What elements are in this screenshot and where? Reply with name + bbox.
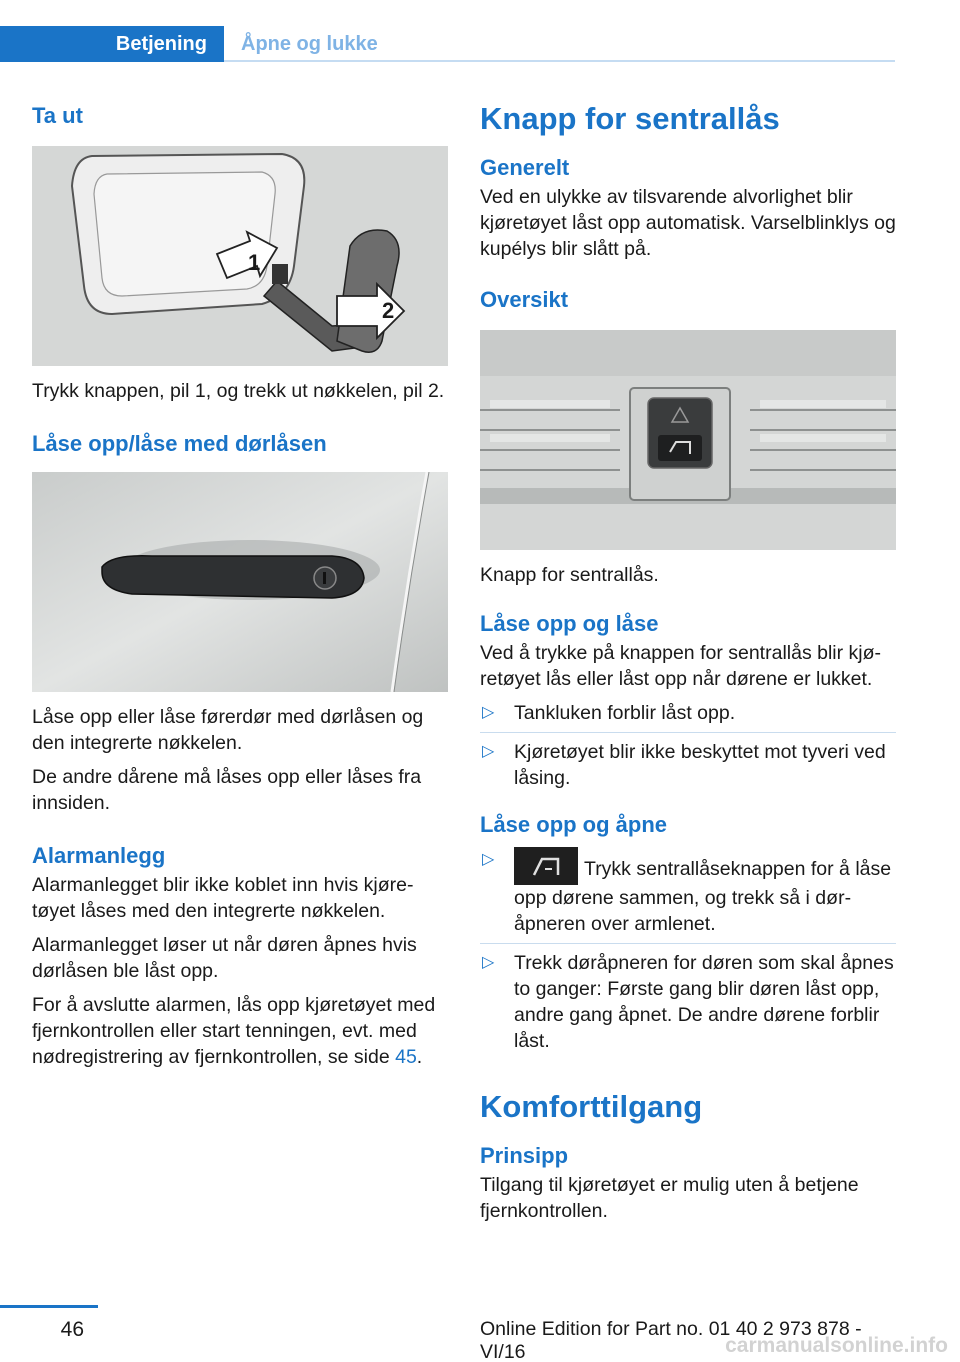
- page-link-45[interactable]: 45: [395, 1046, 417, 1068]
- paragraph-prinsipp: Tilgang til kjøretøyet er mulig uten å betjene fjernkontrollen.: [480, 1174, 859, 1222]
- paragraph-generelt: Ved en ulykke av tilsvarende alvorlighet blir kjøretøyet låst opp automatisk. Varselblinklys og kupélys blir slått på.: [480, 186, 896, 260]
- right-column: [480, 100, 896, 1224]
- key-removal-image: [32, 146, 448, 366]
- heading-laase-opp-og-aapne: Låse opp og åpne: [480, 812, 668, 837]
- list-item: ▷ Kjøretøyet blir ikke beskyttet mot tyveri ved låsing.: [482, 741, 886, 789]
- bullet-triangle-icon: ▷: [482, 954, 495, 971]
- tab-aapne-og-lukke[interactable]: Åpne og lukke: [224, 26, 895, 62]
- heading-knapp-for-sentrallaas: Knapp for sentrallås: [480, 101, 780, 136]
- heading-laase-opp-og-laase: Låse opp og låse: [480, 611, 659, 636]
- paragraph-alarm-1: Alarmanlegget blir ikke koblet inn hvis kjøretøyet låses med den integrerte nøkkelen.: [32, 874, 414, 922]
- watermark: carmanualsonline.info: [725, 1334, 948, 1357]
- arrow-label-1: 1: [248, 250, 261, 275]
- tab-betjening[interactable]: Betjening: [0, 26, 224, 62]
- heading-komforttilgang: Komforttilgang: [480, 1089, 703, 1124]
- bullet-list-laase: [480, 700, 896, 791]
- bullet-list-aapne: [480, 847, 896, 1054]
- heading-ta-ut: Ta ut: [32, 103, 83, 128]
- list-item: ▷ Trekk døråpneren for døren som skal åpnes to ganger: Første gang blir døren låst opp, andre gang åpnet. De andre dørene forblir låst.: [482, 952, 894, 1052]
- heading-alarmanlegg: Alarmanlegg: [32, 843, 166, 868]
- paragraph-trykk: Trykk knappen, pil 1, og trekk ut nøkkelen, pil 2.: [32, 380, 445, 402]
- caption-oversikt: Knapp for sentrallås.: [480, 564, 659, 586]
- heading-generelt: Generelt: [480, 155, 570, 180]
- paragraph-alarm-3-end: .: [416, 1046, 423, 1068]
- footer-line: [0, 1305, 98, 1308]
- left-column: [32, 100, 448, 1070]
- list-item: ▷ Trykk sentrallåseknappen for å låse opp dørene sammen, og trekk så i døråpneren over armlenet.: [480, 847, 896, 944]
- list-item: ▷ Tankluken forblir låst opp.: [480, 700, 896, 733]
- heading-oversikt: Oversikt: [480, 287, 569, 312]
- door-handle-image: [32, 472, 448, 692]
- paragraph-alarm-2: Alarmanlegget løser ut når døren åpnes hvis dørlåsen ble låst opp.: [32, 934, 417, 982]
- arrow-label-2: 2: [382, 298, 395, 323]
- heading-prinsipp: Prinsipp: [480, 1143, 569, 1168]
- paragraph-laase-1: Låse opp eller låse førerdør med dørlåsen og den integrerte nøkkelen.: [32, 706, 424, 754]
- footer-edition: Online Edition for Part no. 01 40 2 973 878 - VI/16: [480, 1318, 862, 1362]
- paragraph-alarm-3-text: For å avslutte alarmen, lås opp kjøretøyet med fjernkontrollen eller start tenningen, evt. med nødregistrering av fjernkontrollen, se side: [32, 994, 436, 1068]
- unlock-button-icon: [514, 847, 578, 885]
- bullet-triangle-icon: ▷: [482, 743, 495, 760]
- paragraph-laase-2: De andre dårene må låses opp eller låses fra innsiden.: [32, 766, 422, 814]
- header-tabs: [0, 26, 895, 62]
- paragraph-laase-opp: Ved å trykke på knappen for sentrallås blir kjøretøyet lås eller låst opp når dørene er lukket.: [480, 642, 882, 690]
- page-number: 46: [60, 1318, 84, 1341]
- central-lock-button-image: [480, 330, 896, 550]
- paragraph-alarm-3: [32, 992, 448, 1070]
- heading-laase-med-doerlaasen: Låse opp/låse med dørlåsen: [32, 431, 327, 456]
- bullet-triangle-icon: ▷: [482, 851, 495, 868]
- bullet-triangle-icon: ▷: [482, 704, 495, 721]
